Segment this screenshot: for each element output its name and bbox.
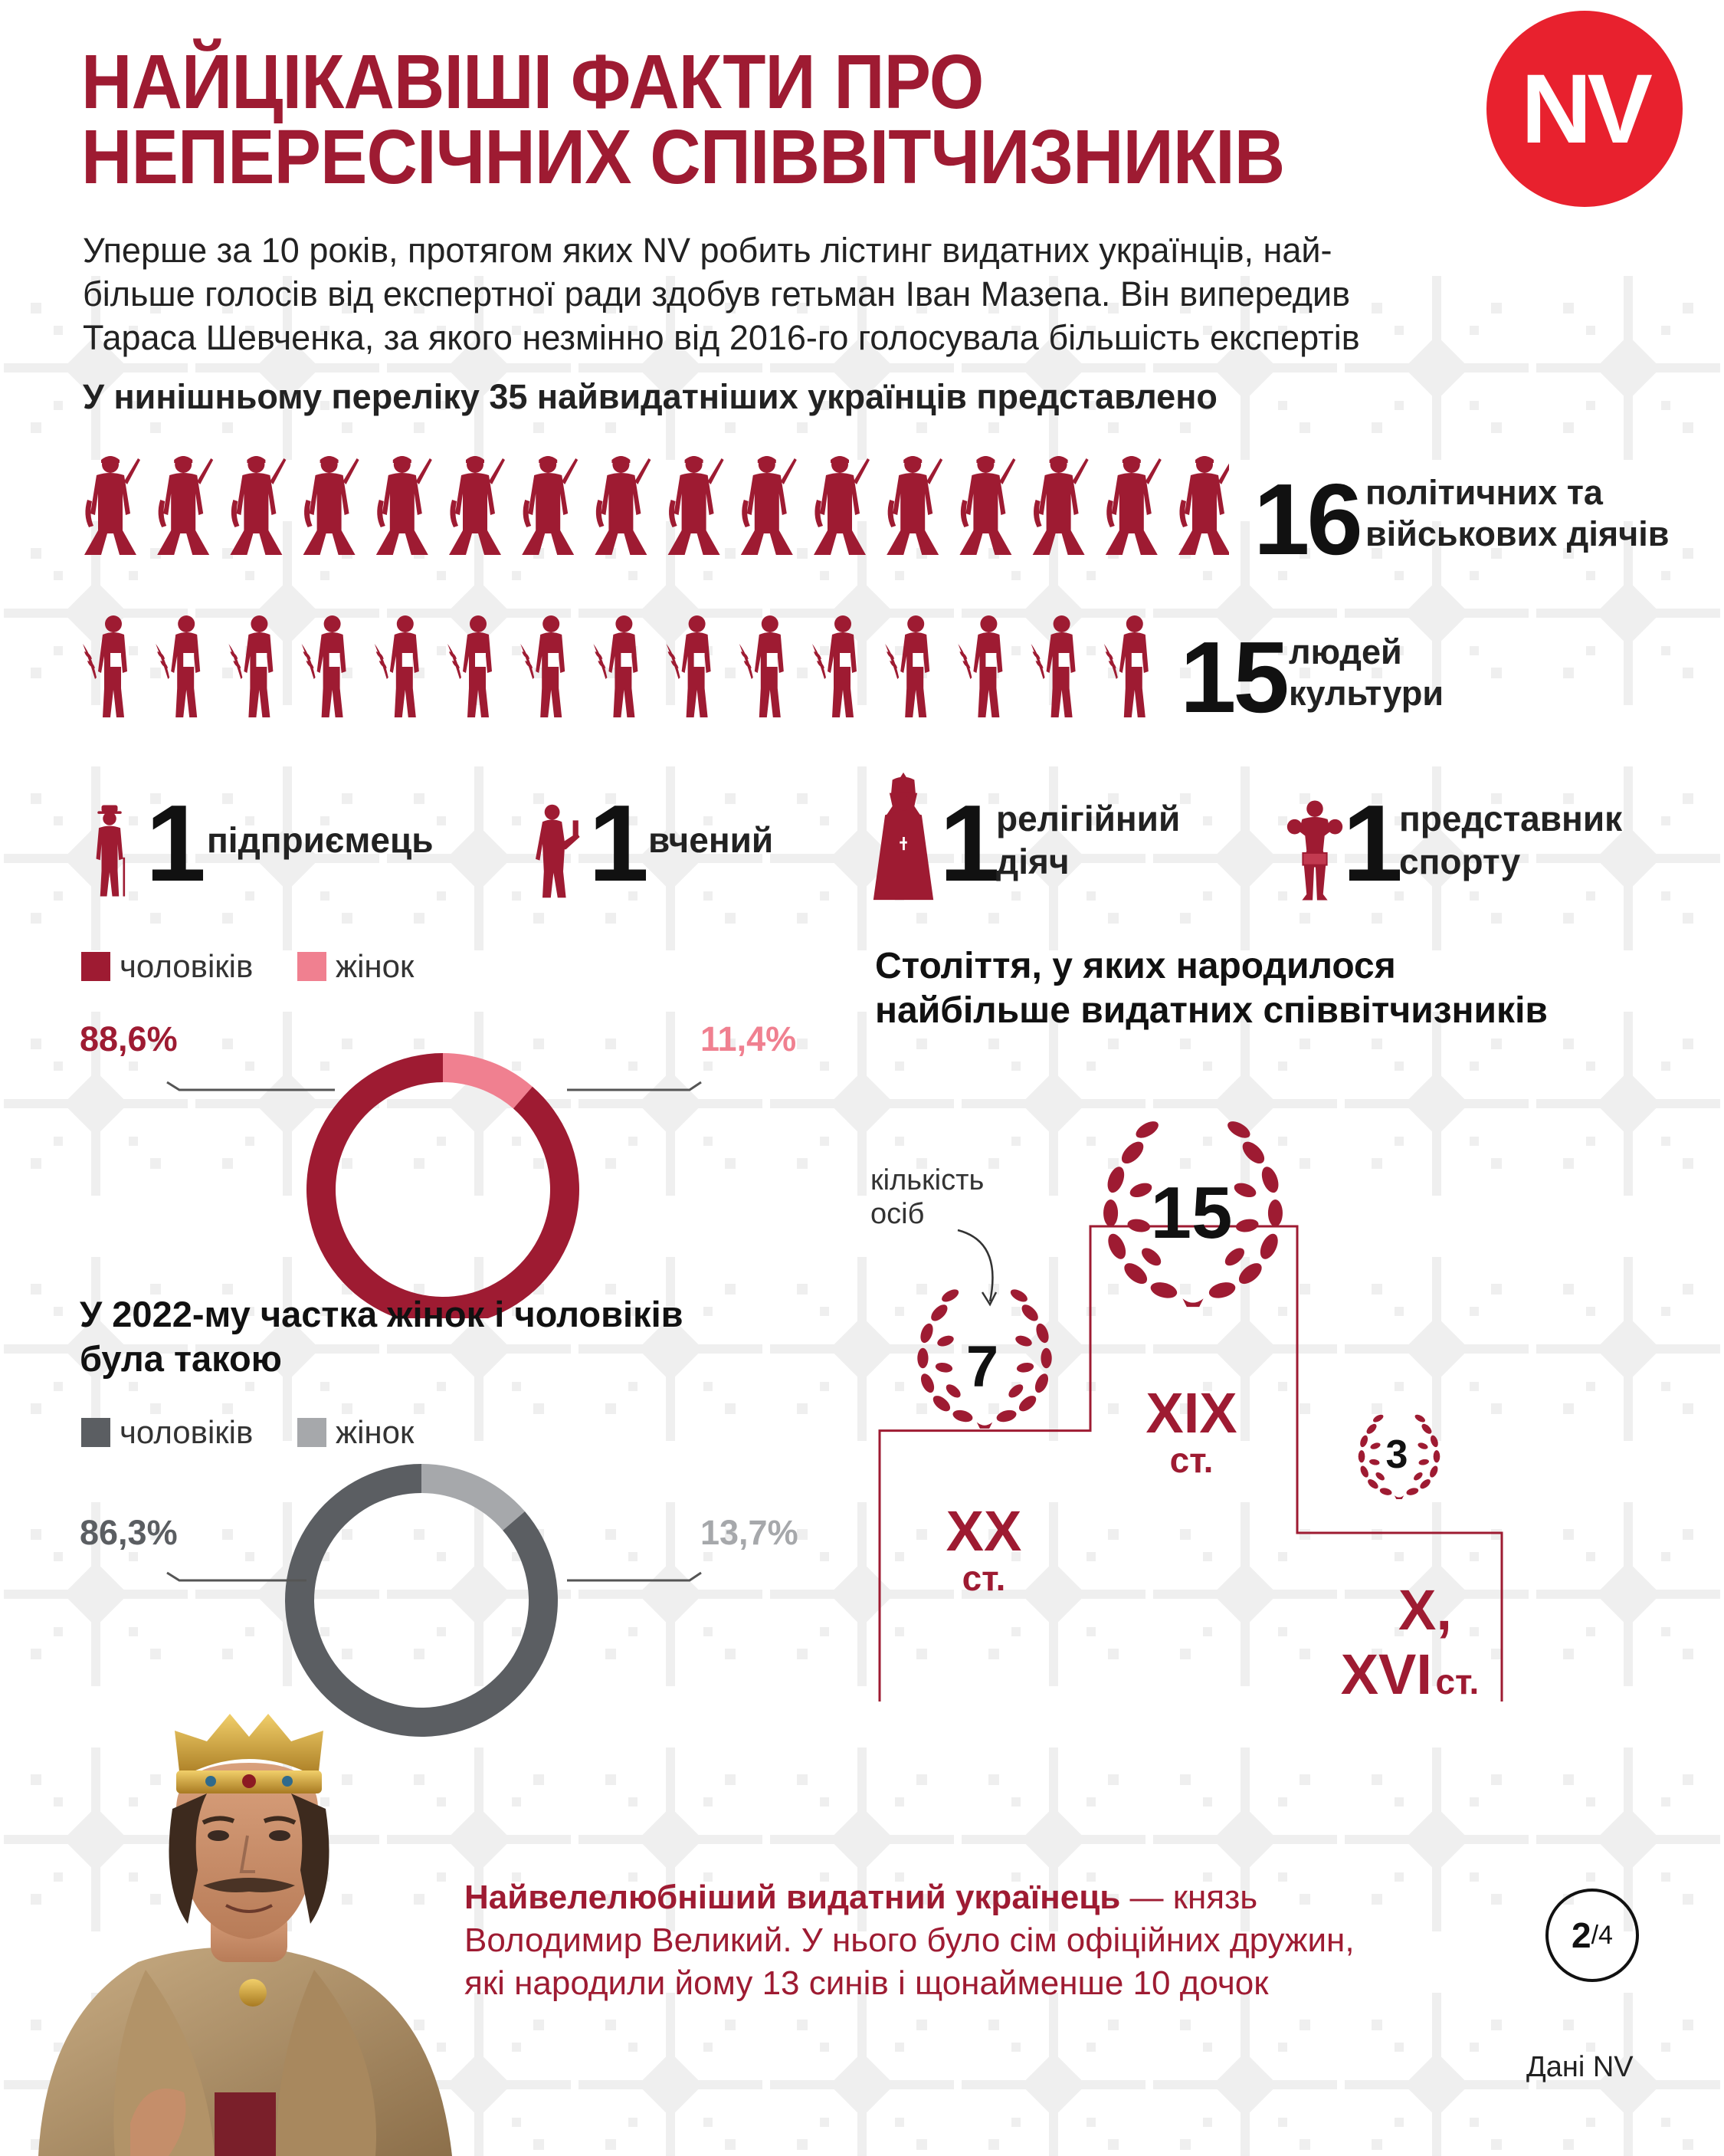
step-xx-century: XX bbox=[946, 1499, 1022, 1563]
page-current: 2 bbox=[1572, 1915, 1591, 1955]
leader-line-men-2022 bbox=[167, 1573, 306, 1580]
label-religious bbox=[996, 797, 1180, 883]
person-icon bbox=[1178, 456, 1229, 555]
person-icon bbox=[812, 615, 857, 717]
label-sport-line-2: спорту bbox=[1399, 842, 1521, 881]
donut-now-segments bbox=[306, 1053, 579, 1318]
intro-line-2: більше голосів від експертної ради здобув гетьман Іван Мазепа. Він випередив bbox=[83, 274, 1350, 313]
pct-women-now: 11,4% bbox=[700, 1019, 797, 1058]
leader-line-women bbox=[567, 1082, 701, 1090]
cossack-icons bbox=[84, 456, 1229, 555]
page-title bbox=[81, 39, 1385, 200]
person-icon bbox=[958, 615, 1002, 717]
intro-line-1: Уперше за 10 років, протягом яких NV робить лістинг видатних українців, най- bbox=[83, 231, 1332, 270]
title-line-1: НАЙЦІКАВІШІ ФАКТИ ПРО bbox=[81, 39, 984, 125]
step-xix-suffix: ст. bbox=[1169, 1440, 1214, 1480]
label-sport-line-1: представник bbox=[1399, 799, 1623, 838]
person-icon bbox=[376, 456, 432, 555]
label-scientist: вчений bbox=[648, 820, 774, 860]
person-icon bbox=[375, 615, 419, 717]
person-icon bbox=[959, 456, 1015, 555]
businessman-icon bbox=[83, 797, 136, 904]
step-xvi-suffix: ст. bbox=[1435, 1662, 1480, 1702]
person-icon bbox=[887, 456, 942, 555]
prince-portrait-image bbox=[23, 1694, 475, 2156]
pct-women-2022: 13,7% bbox=[700, 1513, 798, 1552]
legend-swatch-women-2022 bbox=[297, 1418, 326, 1447]
step-label-x-xvi bbox=[1303, 1579, 1517, 1707]
person-icon bbox=[814, 456, 870, 555]
step-label-xx bbox=[907, 1499, 1060, 1598]
laurel-count-xx: 7 bbox=[965, 1334, 999, 1400]
nv-logo-text: NV bbox=[1521, 54, 1648, 164]
step-label-xix bbox=[1115, 1381, 1268, 1480]
person-icon bbox=[157, 456, 213, 555]
pct-men-2022: 86,3% bbox=[80, 1513, 178, 1552]
step-x-century: X, bbox=[1398, 1578, 1452, 1642]
person-icon bbox=[1033, 456, 1089, 555]
writer-icons bbox=[83, 615, 1149, 717]
label-political-military bbox=[1365, 472, 1669, 555]
intro-paragraph bbox=[83, 228, 1654, 359]
label-businessman: підприємець bbox=[207, 820, 434, 860]
page-indicator-badge bbox=[1545, 1889, 1639, 1982]
person-icon bbox=[595, 456, 651, 555]
fact-bold-lead: Найвелелюбніший видатний українець bbox=[464, 1879, 1121, 1916]
person-icon bbox=[156, 615, 200, 717]
step-xix-century: XIX bbox=[1146, 1381, 1237, 1445]
person-icon bbox=[228, 615, 273, 717]
legend-swatch-women bbox=[297, 952, 326, 981]
person-icon bbox=[302, 615, 346, 717]
person-icon bbox=[668, 456, 724, 555]
label-culture-line-1: людей bbox=[1289, 632, 1402, 671]
person-icon bbox=[303, 456, 359, 555]
legend-label-men-2022: чоловіків bbox=[120, 1414, 254, 1450]
pct-men-now: 88,6% bbox=[80, 1019, 178, 1058]
label-religious-line-2: діяч bbox=[996, 842, 1070, 881]
person-icon bbox=[593, 615, 637, 717]
person-icon bbox=[885, 615, 929, 717]
person-icon bbox=[230, 456, 286, 555]
person-icon bbox=[1031, 615, 1076, 717]
donut-segment-men bbox=[306, 1053, 579, 1318]
laurel-count-xix: 15 bbox=[1150, 1172, 1233, 1254]
step-xvi-century: XVI bbox=[1340, 1642, 1432, 1706]
count-sport: 1 bbox=[1342, 783, 1403, 904]
laurel-count-x-xvi: 3 bbox=[1385, 1432, 1408, 1477]
writer-icon-row bbox=[80, 613, 1168, 728]
data-source-label: Дані NV bbox=[1526, 2051, 1634, 2083]
legend-swatch-men-2022 bbox=[81, 1418, 110, 1447]
person-icon bbox=[447, 615, 492, 717]
legend-label-men: чоловіків bbox=[120, 948, 254, 984]
centuries-heading-line-1: Століття, у яких народилося bbox=[875, 946, 1396, 986]
donut-segment-women bbox=[421, 1464, 525, 1531]
label-religious-line-1: релігійний bbox=[996, 799, 1181, 838]
leader-line-women-2022 bbox=[567, 1573, 701, 1580]
count-businessman: 1 bbox=[146, 783, 206, 904]
donut-segment-women bbox=[443, 1053, 533, 1108]
label-political-line-1: політичних та bbox=[1365, 473, 1603, 512]
boxer-icon bbox=[1281, 797, 1349, 904]
fact-line-2: Володимир Великий. У нього було сім офіційних дружин, bbox=[464, 1921, 1355, 1959]
person-icon bbox=[84, 456, 140, 555]
composition-heading: У нинішньому переліку 35 найвидатніших українців представлено bbox=[83, 377, 1218, 416]
step-xx-suffix: ст. bbox=[962, 1558, 1006, 1598]
page-total: /4 bbox=[1591, 1920, 1613, 1950]
person-icon bbox=[449, 456, 505, 555]
label-culture-line-2: культури bbox=[1289, 674, 1444, 713]
cossack-icon-row bbox=[80, 454, 1229, 569]
person-icon bbox=[522, 456, 578, 555]
count-political-military: 16 bbox=[1254, 463, 1360, 576]
label-sport bbox=[1399, 797, 1622, 883]
gender-2022-heading bbox=[80, 1292, 683, 1381]
person-icon bbox=[1104, 615, 1149, 717]
fact-line-3: які народили йому 13 синів і щонайменше 10 дочок bbox=[464, 1964, 1269, 2002]
legend-swatch-men bbox=[81, 952, 110, 981]
centuries-heading bbox=[875, 944, 1548, 1033]
annotation-arrow bbox=[958, 1230, 992, 1301]
fact-paragraph bbox=[464, 1876, 1537, 2005]
person-icon bbox=[739, 615, 784, 717]
annotation-arrowhead bbox=[982, 1292, 996, 1304]
person-icon bbox=[741, 456, 797, 555]
fact-line-1 bbox=[464, 1876, 1537, 1919]
title-line-2: НЕПЕРЕСІЧНИХ СПІВВІТЧИЗНИКІВ bbox=[81, 114, 1285, 200]
fact-line-1-rest: — князь bbox=[1120, 1879, 1258, 1916]
legend-label-women-2022: жінок bbox=[336, 1414, 415, 1450]
gender-2022-heading-line-1: У 2022-му частка жінок і чоловіків bbox=[80, 1294, 683, 1334]
count-scientist: 1 bbox=[588, 783, 649, 904]
count-culture: 15 bbox=[1180, 621, 1286, 733]
nv-logo bbox=[1486, 11, 1683, 207]
annotation-label bbox=[870, 1163, 984, 1231]
person-icon bbox=[667, 615, 711, 717]
person-icon bbox=[1106, 456, 1162, 555]
centuries-heading-line-2: найбільше видатних співвітчизників bbox=[875, 990, 1548, 1031]
priest-icon bbox=[870, 770, 936, 904]
annotation-line-1: кількість bbox=[870, 1164, 985, 1196]
leader-line-men bbox=[167, 1082, 335, 1090]
annotation-line-2: осіб bbox=[870, 1198, 925, 1230]
legend-label-women: жінок bbox=[336, 948, 415, 984]
person-icon bbox=[520, 615, 565, 717]
label-culture bbox=[1289, 632, 1444, 714]
step-xvi-line bbox=[1303, 1642, 1517, 1707]
gender-2022-heading-line-2: була такою bbox=[80, 1338, 282, 1379]
label-political-line-2: військових діячів bbox=[1365, 514, 1670, 553]
count-religious: 1 bbox=[939, 783, 1000, 904]
scientist-icon bbox=[529, 797, 584, 904]
person-icon bbox=[83, 615, 127, 717]
intro-line-3: Тараса Шевченка, за якого незмінно від 2016-го голосувала більшість експертів bbox=[83, 318, 1360, 357]
